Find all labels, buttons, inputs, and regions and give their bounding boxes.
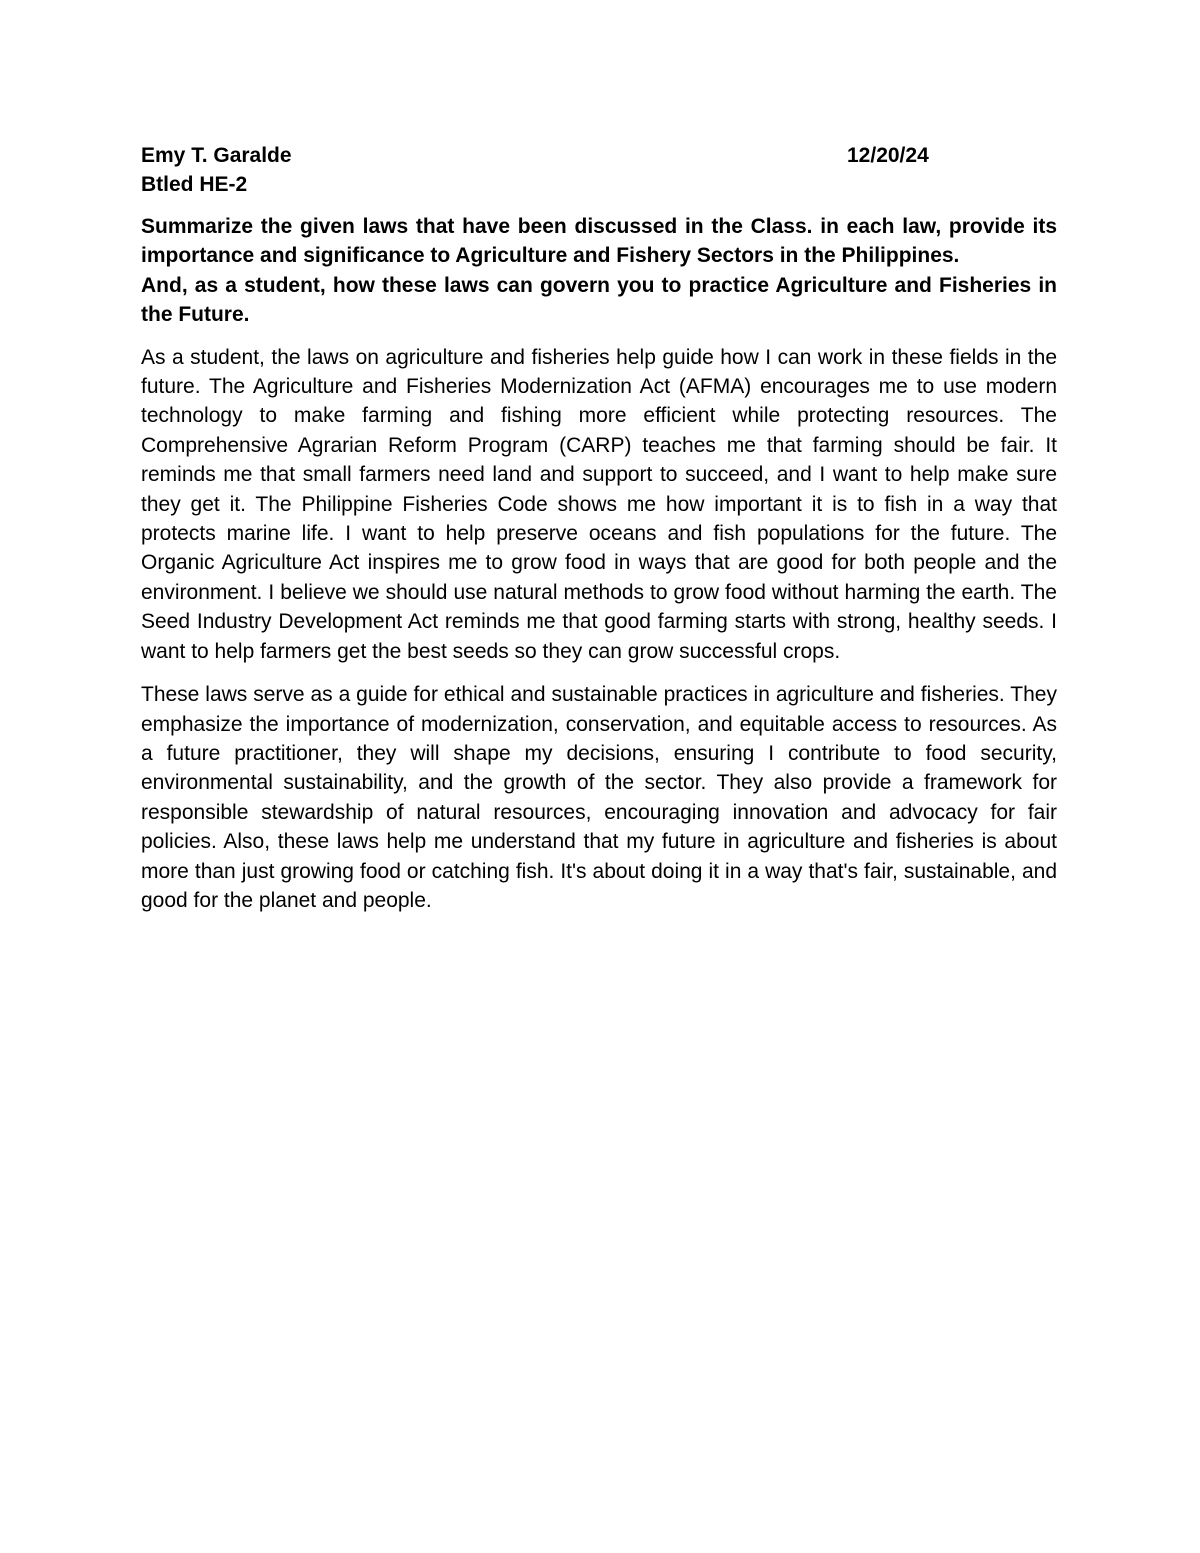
student-name: Emy T. Garalde <box>141 144 292 167</box>
answer-paragraph-2: These laws serve as a guide for ethical and sustainable practices in agriculture and fisheries. They emphasize the importance of modernization, conservation, and equitable access to resources. As a future practitioner, they will shape my decisions, ensuring I contribute to food security, environmental sustainability, and the growth of the sector. They also provide a framework for responsible stewardship of natural resources, encouraging innovation and advocacy for fair policies. Also, these laws help me understand that my future in agriculture and fisheries is about more than just growing food or catching fish. It's about doing it in a way that's fair, sustainable, and good for the planet and people. <box>141 683 1057 912</box>
assignment-prompt <box>141 212 1057 330</box>
answer-paragraph-1: As a student, the laws on agriculture and fisheries help guide how I can work in these fields in the future. The Agriculture and Fisheries Modernization Act (AFMA) encourages me to use modern technology to make farming and fishing more efficient while protecting resources. The Comprehensive Agrarian Reform Program (CARP) teaches me that farming should be fair. It reminds me that small farmers need land and support to succeed, and I want to help make sure they get it. The Philippine Fisheries Code shows me how important it is to fish in a way that protects marine life. I want to help preserve oceans and fish populations for the future. The Organic Agriculture Act inspires me to grow food in ways that are good for both people and the environment. I believe we should use natural methods to grow food without harming the earth. The Seed Industry Development Act reminds me that good farming starts with strong, healthy seeds. I want to help farmers get the best seeds so they can grow successful crops. <box>141 345 1057 663</box>
submission-date: 12/20/24 <box>847 144 929 167</box>
document-content <box>141 141 1057 915</box>
student-section: Btled HE-2 <box>141 173 248 196</box>
header-row <box>141 141 1057 170</box>
prompt-question-1: Summarize the given laws that have been discussed in the Class. in each law, provide its importance and significance to Agriculture and Fishery Sectors in the Philippines. <box>141 215 1057 268</box>
prompt-question-2: And, as a student, how these laws can govern you to practice Agriculture and Fisheries in the Future. <box>141 273 1057 327</box>
